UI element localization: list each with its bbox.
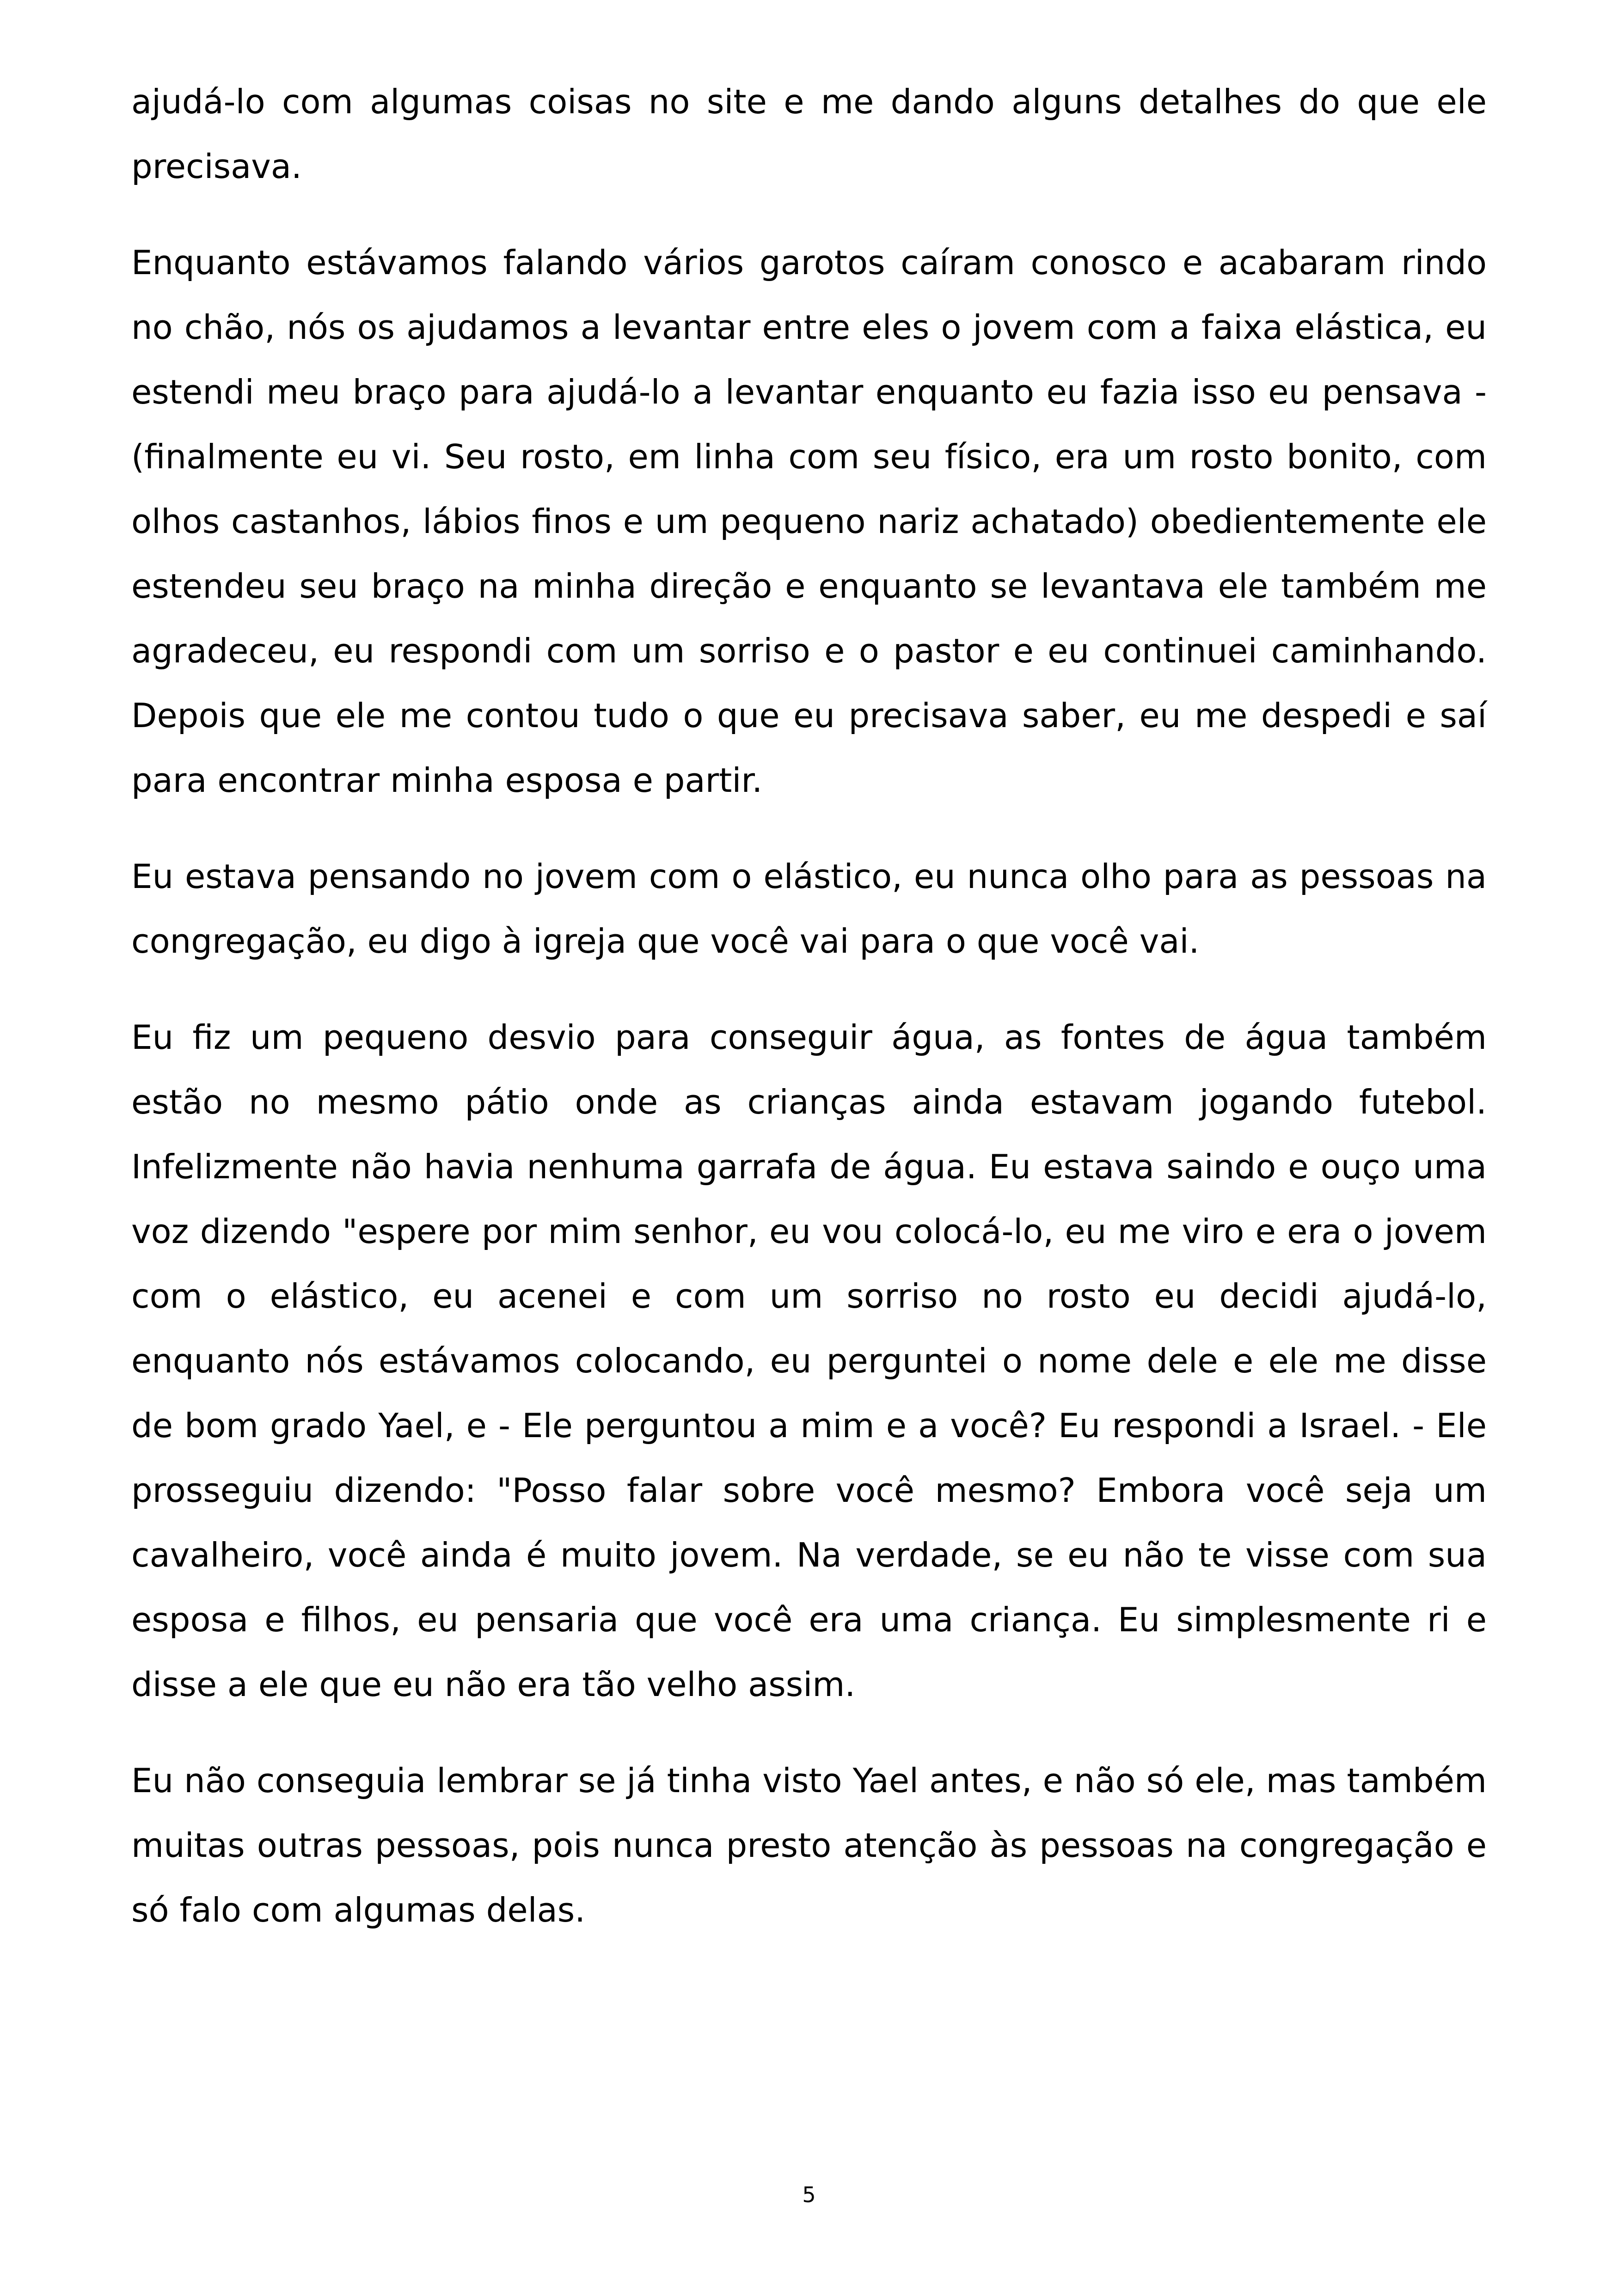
paragraph-2: Enquanto estávamos falando vários garotos caíram conosco e acabaram rindo no chão, nós os ajudamos a levantar entre eles o jovem com a faixa elástica, eu estendi meu braço para ajudá-lo a levantar enquanto eu fazia isso eu pensava - (finalmente eu vi. Seu rosto, em linha com seu físico, era um rosto bonito, com olhos castanhos, lábios finos e um pequeno nariz achatado) obedientemente ele estendeu seu braço na minha direção e enquanto se levantava ele também me agradeceu, eu respondi com um sorriso e o pastor e eu continuei caminhando. Depois que ele me contou tudo o que eu precisava saber, eu me despedi e saí para encontrar minha esposa e partir. [131, 243, 1487, 800]
paragraph-4: Eu fiz um pequeno desvio para conseguir água, as fontes de água também estão no mesmo pátio onde as crianças ainda estavam jogando futebol. Infelizmente não havia nenhuma garrafa de água. Eu estava saindo e ouço uma voz dizendo "espere por mim senhor, eu vou colocá-lo, eu me viro e era o jovem com o elástico, eu acenei e com um sorriso no rosto eu decidi ajudá-lo, enquanto nós estávamos colocando, eu perguntei o nome dele e ele me disse de bom grado Yael, e - Ele perguntou a mim e a você? Eu respondi a Israel. - Ele prosseguiu dizendo: "Posso falar sobre você mesmo? Embora você seja um cavalheiro, você ainda é muito jovem. Na verdade, se eu não te visse com sua esposa e filhos, eu pensaria que você era uma criança. Eu simplesmente ri e disse a ele que eu não era tão velho assim. [131, 1018, 1487, 1704]
page-number: 5 [802, 2182, 816, 2207]
body-text [131, 69, 1487, 1974]
paragraph-5: Eu não conseguia lembrar se já tinha visto Yael antes, e não só ele, mas também muitas outras pessoas, pois nunca presto atenção às pessoas na congregação e só falo com algumas delas. [131, 1761, 1487, 1929]
paragraph-1: ajudá-lo com algumas coisas no site e me dando alguns detalhes do que ele precisava. [131, 82, 1487, 186]
paragraph-3: Eu estava pensando no jovem com o elástico, eu nunca olho para as pessoas na congregação, eu digo à igreja que você vai para o que você vai. [131, 857, 1487, 961]
